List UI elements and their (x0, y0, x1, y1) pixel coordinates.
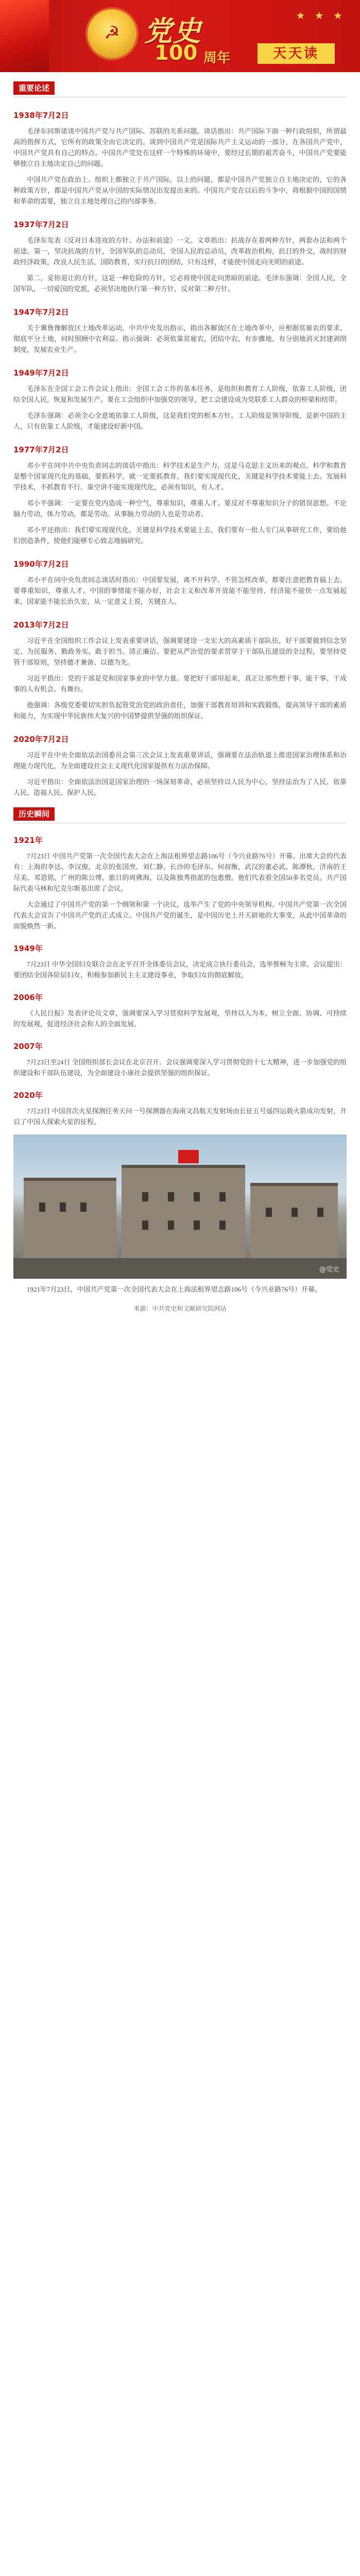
entry-1949 (13, 367, 347, 432)
daily-reading-badge: 天天读 (258, 43, 335, 64)
window-shape (39, 1202, 45, 1212)
entry-1977 (13, 444, 347, 546)
street-shape (13, 1258, 347, 1279)
entry-2013 (13, 619, 347, 721)
entry-date: 2020年7月2日 (13, 735, 69, 744)
party-emblem-icon (88, 9, 136, 58)
history-paragraph: 7月23日至24日 全国组织部长会议在北京召开。会议强调要深入学习贯彻党的十七大精神，进一步加强党的组织建设和干部队伍建设，为全面建设小康社会提供坚强的组织保证。 (13, 1058, 347, 1077)
entry-date: 1947年7月2日 (13, 308, 69, 317)
history-date: 1921年 (13, 836, 43, 845)
source-note: 来源：中共党史和文献研究院网站 (133, 1305, 227, 1312)
entry-1938 (13, 110, 347, 207)
entry-paragraph: 中国共产党在政治上、组织上都独立于共产国际，以上的问题，都是中国共产党独立自主地决定的，它的各种政策方针，都是中国共产党从中国的实际情况出发提出来的。中国共产党在以后的斗争中，将根据中国的国情和革命的需要，独立自主地处理自己的内部事务。 (13, 176, 347, 205)
entry-2020 (13, 734, 347, 798)
entry-paragraph: 习近平在中央全面依法治国委员会第三次会议上发表重要讲话，强调要在法治轨道上推进国家治理体系和治理能力现代化，为全面建设社会主义现代化国家提供有力法治保障。 (13, 751, 347, 770)
party-flag-graphic (0, 0, 49, 72)
history-date: 2007年 (13, 1042, 43, 1051)
entry-date: 1937年7月2日 (13, 220, 69, 229)
entry-paragraph: 他强调：各级党委要切实担负起管党治党的政治责任，加强干部教育培训和实践锻炼，提高领导干部的素质和能力，为实现中华民族伟大复兴的中国梦提供坚强的组织保证。 (13, 701, 347, 720)
history-2020 (13, 1090, 347, 1127)
entry-paragraph: 习近平在全国组织工作会议上发表重要讲话，强调要建设一支宏大的高素质干部队伍，好干部要做到信念坚定、为民服务、勤政务实、敢于担当、清正廉洁。要把从严治党的要求贯穿于干部队伍建设的全过程，要坚持党管干部原则，坚持德才兼备、以德为先。 (13, 637, 347, 666)
section-history-header (13, 807, 347, 823)
brand-title: 党史 (144, 14, 202, 47)
hammer-sickle-icon: ☭ (104, 23, 120, 43)
entry-paragraph: 习近平指出：全面依法治国是国家治理的一场深刻革命，必须坚持以人民为中心，坚持法治为了人民、依靠人民、造福人民、保护人民。 (13, 778, 347, 796)
history-date: 2006年 (13, 993, 43, 1002)
history-paragraph: 7月23日 中华全国妇女联合会在北平召开全体委员会议，决定成立执行委员会，选举蔡畅为主席。会议提出：要团结全国各阶层妇女，积极参加新民主主义建设事业，争取妇女的彻底解放。 (13, 960, 347, 979)
photo-caption: 1921年7月23日，中国共产党第一次全国代表大会在上海法租界望志路106号（今兴业路76号）开幕。 (27, 1285, 322, 1293)
building-shape (250, 1183, 338, 1258)
entry-paragraph: 习近平指出：党的干部是党和国家事业的中坚力量。要把好干部用起来，真正让那些想干事、能干事、干成事的人有机会、有舞台。 (13, 674, 347, 693)
entry-paragraph: 邓小平还指出：我们要实现现代化，关键是科学技术要能上去。我们要有一批人专门从事研究工作，要给他们创造条件，使他们能够专心致志地搞研究。 (13, 526, 347, 545)
window-shape (80, 1202, 87, 1212)
entry-paragraph: 第二，妥协退让的方针，这是一种危险的方针，它必将使中国走向黑暗的前途。毛泽东强调：全国人民，全国军队，一切爱国的党派，必须坚决地执行第一种方针，反对第二种方针。 (13, 274, 347, 293)
entry-date: 1949年7月2日 (13, 368, 69, 378)
entry-1947 (13, 307, 347, 355)
window-shape (142, 1192, 148, 1201)
header-banner (0, 0, 360, 72)
entry-1990 (13, 558, 347, 607)
important-content (0, 110, 360, 798)
entry-paragraph: 邓小平在同中央负责同志谈话时指出：中国要发展，离不开科学。不管怎样改革，都要注意把教育搞上去。要尊重知识，尊重人才。中国的事情能不能办好，社会主义和改革开放能不能坚持，经济能不能快一点发展起来，国家能不能长治久安，从一定意义上说，关键在人。 (13, 576, 347, 605)
entry-paragraph: 邓小平强调：一定要在党内造成一种空气，尊重知识，尊重人才。要反对不尊重知识分子的错误思想。不论脑力劳动，体力劳动，都是劳动。从事脑力劳动的人也是劳动者。 (13, 499, 347, 518)
window-shape (194, 1192, 200, 1201)
window-shape (194, 1221, 200, 1230)
entry-paragraph: 毛泽东同斯诺谈中国共产党与共产国际、苏联的关系问题。谈话指出：共产国际下面一种行政组织，所谓最高的指挥方式，它所有的政策全由它决定的。谈到中国共产党是国际共产主义运动的一部分，在各国共产党中，中国共产党具有自己的特点。中国共产党处在这样一个特殊的环境中，要经过长期的艰苦奋斗，中国共产党要能够独立自主地决定自己的问题。 (13, 127, 347, 167)
entry-date: 2013年7月2日 (13, 620, 69, 630)
history-paragraph: 《人民日报》发表评论员文章，强调要深入学习贯彻科学发展观，坚持以人为本，树立全面、协调、可持续的发展观，促进经济社会和人的全面发展。 (13, 1009, 347, 1028)
entry-date: 1977年7月2日 (13, 445, 69, 454)
entry-date: 1938年7月2日 (13, 111, 69, 120)
window-shape (317, 1208, 323, 1217)
entry-paragraph: 邓小平在同中共中央负责同志的谈话中指出：科学技术是生产力，这是马克思主义历来的观点。科学和教育是整个国家现代化的基础，要抓科学，就一定要抓教育。我们要实现现代化，关键是科学技术要能上去。发展科学技术，不抓教育不行。靠空讲不能实现现代化，必须有知识，有人才。 (13, 462, 347, 491)
window-shape (219, 1221, 226, 1230)
red-flag-shape (178, 1150, 199, 1163)
history-paragraph: 7月23日 中国共产党第一次全国代表大会在上海法租界望志路106号（今兴业路76号）开幕。出席大会的代表有：上海的李达、李汉俊，北京的张国焘、刘仁静，长沙的毛泽东、何叔衡，武汉的董必武、陈潭秋，济南的王尽美、邓恩铭，广州的陈公博，旅日的周佛海，以及陈独秀指派的包惠僧。他们代表着全国50多名党员。共产国际代表马林和尼克尔斯基出席了会议。 (13, 852, 347, 892)
history-date: 1949年 (13, 944, 43, 953)
history-paragraph: 大会通过了中国共产党的第一个纲领和第一个决议，选举产生了党的中央领导机构。中国共产党第一次全国代表大会宣告了中国共产党的正式成立。中国共产党的诞生，是中国历史上开天辟地的大事变，从此中国革命的面貌焕然一新。 (13, 901, 347, 930)
entry-paragraph: 毛泽东强调：必须全心全意地依靠工人阶级，这是我们党的根本方针。工人阶级是领导阶级，是新中国的主人，只有依靠工人阶级，才能建设好新中国。 (13, 412, 347, 430)
history-2006 (13, 992, 347, 1029)
window-shape (60, 1202, 66, 1212)
history-1921 (13, 835, 347, 931)
stars-decoration-icon: ★ ★ ★ (296, 9, 346, 22)
entry-paragraph: 关于冀鲁豫解放区土地改革运动，中共中央发出指示，指出各解放区在土地改革中，应根据贫雇农的要求，彻底平分土地，同时照顾中农利益。指示强调：必须依靠贫雇农，团结中农，有步骤地、有分别地消灭封建剥削制度，发展农业生产。 (13, 324, 347, 353)
history-1949 (13, 943, 347, 980)
window-shape (292, 1208, 298, 1217)
window-shape (266, 1208, 272, 1217)
section-history-title: 历史瞬间 (13, 807, 55, 821)
entry-paragraph: 毛泽东在全国工会工作会议上指出：全国工会工作的基本任务，是组织和教育工人阶级，依靠工人阶级，团结全国人民，恢复和发展生产。要在工会组织中加强党的领导，把工会建设成为党联系工人群众的桥梁和纽带。 (13, 385, 347, 403)
brand-number: 100 (155, 41, 198, 65)
brand-unit: 周年 (203, 50, 231, 66)
window-shape (219, 1192, 226, 1201)
historic-photo (13, 1134, 347, 1279)
history-date: 2020年 (13, 1091, 43, 1100)
window-shape (168, 1192, 174, 1201)
building-shape (122, 1165, 245, 1258)
photo-watermark: @党史 (319, 1266, 339, 1274)
window-shape (142, 1221, 148, 1230)
entry-1937 (13, 219, 347, 294)
history-content (0, 835, 360, 1127)
entry-date: 1990年7月2日 (13, 560, 69, 569)
entry-paragraph: 毛泽东发表《反对日本进攻的方针、办法和前途》一文。文章指出：抗战存在着两种方针，两套办法和两个前途。第一，坚决抗战的方针，全国军队的总动员，全国人民的总动员，改革政治机构，抗日的外交，战时的财政经济政策，改良人民生活，国防教育，实行抗日的团结，只有这样，才能使中国走向光明的前途。 (13, 236, 347, 266)
section-important-header (13, 81, 347, 97)
history-paragraph: 7月23日 中国首次火星探测任务天问一号探测器在海南文昌航天发射场由长征五号遥四运载火箭成功发射，开启了中国人探索火星的征程。 (13, 1107, 347, 1126)
building-shape (24, 1178, 116, 1258)
history-2007 (13, 1041, 347, 1078)
window-shape (168, 1221, 174, 1230)
section-important-title: 重要论述 (13, 81, 55, 95)
